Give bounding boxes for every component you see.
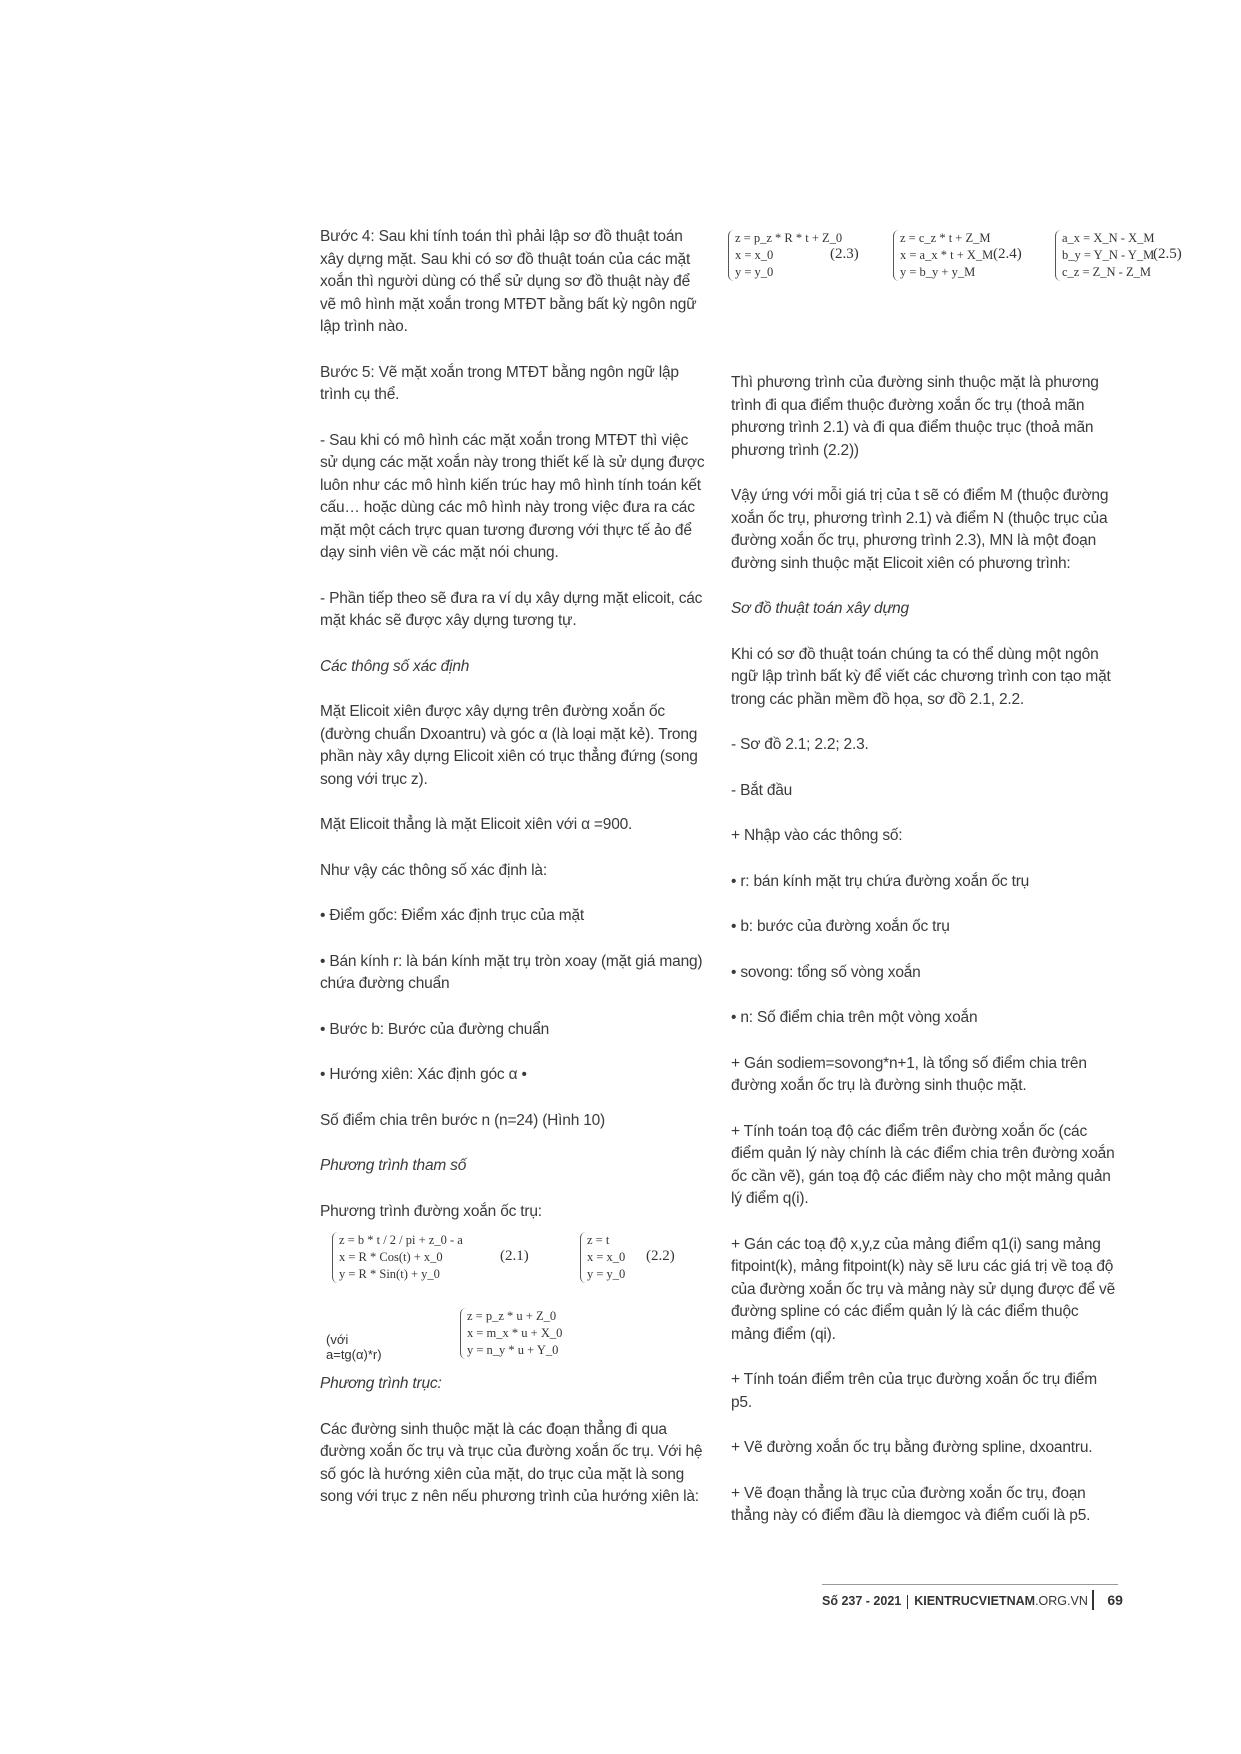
left-column — [320, 226, 708, 1246]
paragraph: - Bắt đầu — [731, 781, 793, 799]
footer-rule — [822, 1584, 1118, 1585]
paragraph: Số điểm chia trên bước n (n=24) (Hình 10) — [320, 1111, 606, 1129]
eq-line: b_y = Y_N - Y_M — [1062, 248, 1155, 262]
paragraph: • sovong: tổng số vòng xoắn — [731, 963, 921, 981]
eq-line: x = R * Cos(t) + x_0 — [339, 1250, 443, 1264]
paragraph: Thì phương trình của đường sinh thuộc mặt là phương trình đi qua điểm thuộc đường xoắn ốc trụ (thoả mãn phương trình 2.1) và đi qua điểm thuộc trục (thoả mãn phương trình (2.2)) — [731, 374, 1099, 459]
paragraph: Mặt Elicoit xiên được xây dựng trên đường xoắn ốc (đường chuẩn Dxoantru) và góc α (là loại mặt kẻ). Trong phần này xây dựng Elicoit xiên có trục thẳng đứng (song song với trục z). — [320, 703, 698, 788]
left-column-continued — [320, 1373, 708, 1532]
eq-line: z = p_z * u + Z_0 — [467, 1309, 557, 1323]
paragraph: • Điểm gốc: Điểm xác định trục của mặt — [320, 907, 585, 924]
paragraph: Bước 5: Vẽ mặt xoắn trong MTĐT bằng ngôn ngữ lập trình cụ thể. — [320, 363, 679, 403]
paragraph: Phương trình tham số — [320, 1157, 467, 1174]
paragraph: Như vậy các thông số xác định là: — [320, 861, 547, 879]
paragraph: + Vẽ đoạn thẳng là trục của đường xoắn ốc trụ, đoạn thẳng này có điểm đầu là diemgoc và điểm cuối là p5. — [731, 1484, 1091, 1524]
paragraph: + Vẽ đường xoắn ốc trụ bằng đường spline, dxoantru. — [731, 1439, 1093, 1456]
paragraph: Bước 4: Sau khi tính toán thì phải lập sơ đồ thuật toán xây dựng mặt. Sau khi có sơ đồ thuật toán của các mặt xoắn thì người dùng có thể sử dụng sơ đồ thuật này để vẽ mô hình mặt xoắn trong MTĐT bằng bất kỳ ngôn ngữ lập trình nào. — [320, 228, 697, 335]
paragraph: • n: Số điểm chia trên một vòng xoắn — [731, 1009, 978, 1026]
eq-line: z = t — [587, 1233, 610, 1247]
equation-number: (2.5) — [1153, 246, 1182, 262]
brand-domain: .ORG.VN — [1035, 1594, 1088, 1608]
paragraph: • Bán kính r: là bán kính mặt trụ tròn xoay (mặt giá mang) chứa đường chuẩn — [320, 952, 703, 992]
eq-line: y = y_0 — [735, 265, 774, 279]
paragraph: + Gán các toạ độ x,y,z của mảng điểm q1(i) sang mảng fitpoint(k), mảng fitpoint(k) này sẽ lưu các giá trị về toạ độ của đường xoắn ốc trụ và mảng này sử dụng được để vẽ đường spline có các điểm quản lý là các điểm thuộc mảng điểm (qi). — [731, 1235, 1116, 1343]
paragraph: Vậy ứng với mỗi giá trị của t sẽ có điểm M (thuộc đường xoắn ốc trụ, phương trình 2.1) và điểm N (thuộc trục của đường xoắn ốc trụ, phương trình 2.3), MN là một đoạn đường sinh thuộc mặt Elicoit xiên có phương trình: — [731, 487, 1109, 572]
paragraph: + Nhập vào các thông số: — [731, 827, 903, 844]
equation-note: (với a=tg(α)*r) — [326, 1332, 382, 1362]
eq-line: y = b_y + y_M — [900, 265, 976, 279]
footer-bar — [1092, 1590, 1094, 1610]
paragraph: • Hướng xiên: Xác định góc α • — [320, 1066, 527, 1083]
paragraph: + Tính toán toạ độ các điểm trên đường xoắn ốc (các điểm quản lý này chính là các điểm chia trên đường xoắn ốc cần vẽ), gán toạ độ các điểm này cho một mảng quản lý điểm q(i). — [731, 1122, 1115, 1207]
eq-line: x = a_x * t + X_M — [900, 248, 994, 262]
paragraph: • r: bán kính mặt trụ chứa đường xoắn ốc trụ — [731, 872, 1030, 890]
eq-line: y = n_y * u + Y_0 — [467, 1343, 559, 1357]
eq-line: z = c_z * t + Z_M — [900, 231, 991, 245]
paragraph: - Phần tiếp theo sẽ đưa ra ví dụ xây dựng mặt elicoit, các mặt khác sẽ được xây dựng tương tự. — [320, 589, 703, 629]
brand-name: KIENTRUCVIETNAM — [914, 1594, 1036, 1608]
eq-line: x = m_x * u + X_0 — [467, 1326, 563, 1340]
paragraph: - Sơ đồ 2.1; 2.2; 2.3. — [731, 736, 869, 753]
eq-line: z = p_z * R * t + Z_0 — [735, 231, 843, 245]
equation-number: (2.2) — [646, 1248, 675, 1264]
paragraph: Các thông số xác định — [320, 657, 470, 675]
eq-line: y = R * Sin(t) + y_0 — [339, 1267, 440, 1281]
paragraph: • Bước b: Bước của đường chuẩn — [320, 1020, 550, 1038]
eq-line: x = x_0 — [735, 248, 774, 262]
paragraph: Các đường sinh thuộc mặt là các đoạn thẳng đi qua đường xoắn ốc trụ và trục của đường xoắn ốc trụ. Với hệ số góc là hướng xiên của mặt, do trục của mặt là song song với trục z nên nếu phương trình của hướng xiên là: — [320, 1420, 703, 1505]
eq-line: a_x = X_N - X_M — [1062, 231, 1155, 245]
eq-line: z = b * t / 2 / pi + z_0 - a — [339, 1233, 463, 1247]
eq-line: y = y_0 — [587, 1267, 626, 1281]
paragraph: - Sau khi có mô hình các mặt xoắn trong MTĐT thì việc sử dụng các mặt xoắn này trong thiết kế là sử dụng được luôn như các mô hình kiến trúc hay mô hình tính toán kết cấu… hoặc dùng các mô hình này trong việc đưa ra các mặt một cách trực quan tương đương với thực tế ảo để dạy sinh viên về các mặt nói chung. — [320, 431, 705, 561]
footer-divider — [907, 1595, 908, 1609]
paragraph: + Tính toán điểm trên của trục đường xoắn ốc trụ điểm p5. — [731, 1371, 1097, 1411]
paragraph: Sơ đồ thuật toán xây dựng — [731, 600, 909, 617]
paragraph: Khi có sơ đồ thuật toán chúng ta có thể dùng một ngôn ngữ lập trình bất kỳ để viết các chương trình con tạo mặt trong các phần mềm đồ họa, sơ đồ 2.1, 2.2. — [731, 645, 1111, 708]
paragraph: Mặt Elicoit thẳng là mặt Elicoit xiên với α =900. — [320, 816, 633, 833]
eq-line: x = x_0 — [587, 1250, 626, 1264]
equation-number: (2.1) — [500, 1248, 529, 1264]
paragraph: + Gán sodiem=sovong*n+1, là tổng số điểm chia trên đường xoắn ốc trụ là đường sinh thuộc mặt. — [731, 1054, 1087, 1094]
equation-number: (2.4) — [993, 246, 1022, 262]
issue-number: Số 237 - 2021 — [822, 1594, 902, 1608]
right-column — [731, 372, 1119, 1551]
equation-number: (2.3) — [830, 246, 859, 262]
page-footer — [822, 1592, 1123, 1609]
page-number: 69 — [1107, 1592, 1123, 1608]
paragraph: Phương trình trục: — [320, 1375, 442, 1392]
paragraph: Phương trình đường xoắn ốc trụ: — [320, 1202, 542, 1220]
eq-line: c_z = Z_N - Z_M — [1062, 265, 1151, 279]
paragraph: • b: bước của đường xoắn ốc trụ — [731, 918, 950, 935]
